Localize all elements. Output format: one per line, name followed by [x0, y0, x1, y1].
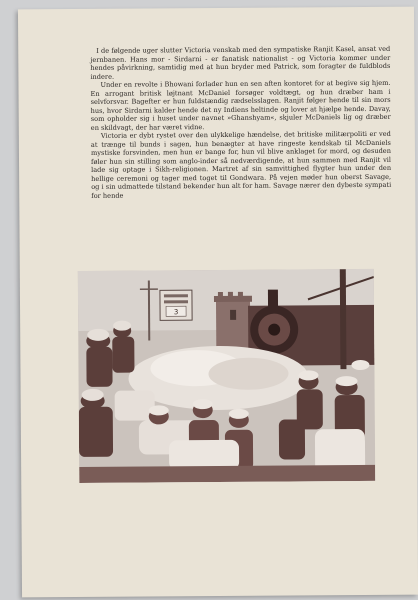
- sign-number: 3: [173, 308, 179, 317]
- crowd-on-tracks-image: [78, 269, 375, 483]
- paragraph-1: I de følgende uger slutter Victoria venskab med den sympatiske Ranjit Kasel, ansat ved jernbanen. Hans mor - Sirdarni - er fanatisk nationalist - og Victoria kommer under hendes påvirkning, samtidig med at hun bryder med Patrick, som foragter de fuldblods indere.: [90, 44, 391, 81]
- synopsis-text: [90, 45, 391, 200]
- film-still-photo: [78, 269, 375, 483]
- paragraph-3: Victoria er dybt rystet over den ulykkelige hændelse, det britiske militærpoliti er ved at trænge til bunds i sagen, hun benægter at have ringeste kendskab til McDaniels mystiske forsvinden, men hun er bange for, hun vil blive anklaget for mord, og desuden føler hun sin stilling som anglo-inder så nedværdigende, at hun sammen med Ranjit vil lade sig optage i Sikh-religionen. Martret af sin samvittighed flygter hun under den hellige ceremoni og tager med toget til Gondwara. På vejen møder hun oberst Savage, og i sin udmattede tilstand bekender hun alt for ham. Savage nærer den dybeste sympati for hende: [90, 129, 392, 200]
- booklet-page: [18, 7, 418, 598]
- paragraph-2: Under en revolte i Bhowani forlader hun en sen aften kontoret for at begive sig hjem. En arrogant britisk løjtnant McDaniel forsøger voldtægt, og hun dræber ham i selvforsvar. Bagefter er hun fuldstændig rædselsslagen. Ranjit følger hende til sin mors hus, hvor Sirdarni kalder hende det ny Indiens heltinde og lover at hjælpe hende. Davay, som opholder sig i huset under navnet »Ghanshyam«, skjuler McDaniels lig og dræber en skildvagt, der har været vidne.: [90, 78, 391, 132]
